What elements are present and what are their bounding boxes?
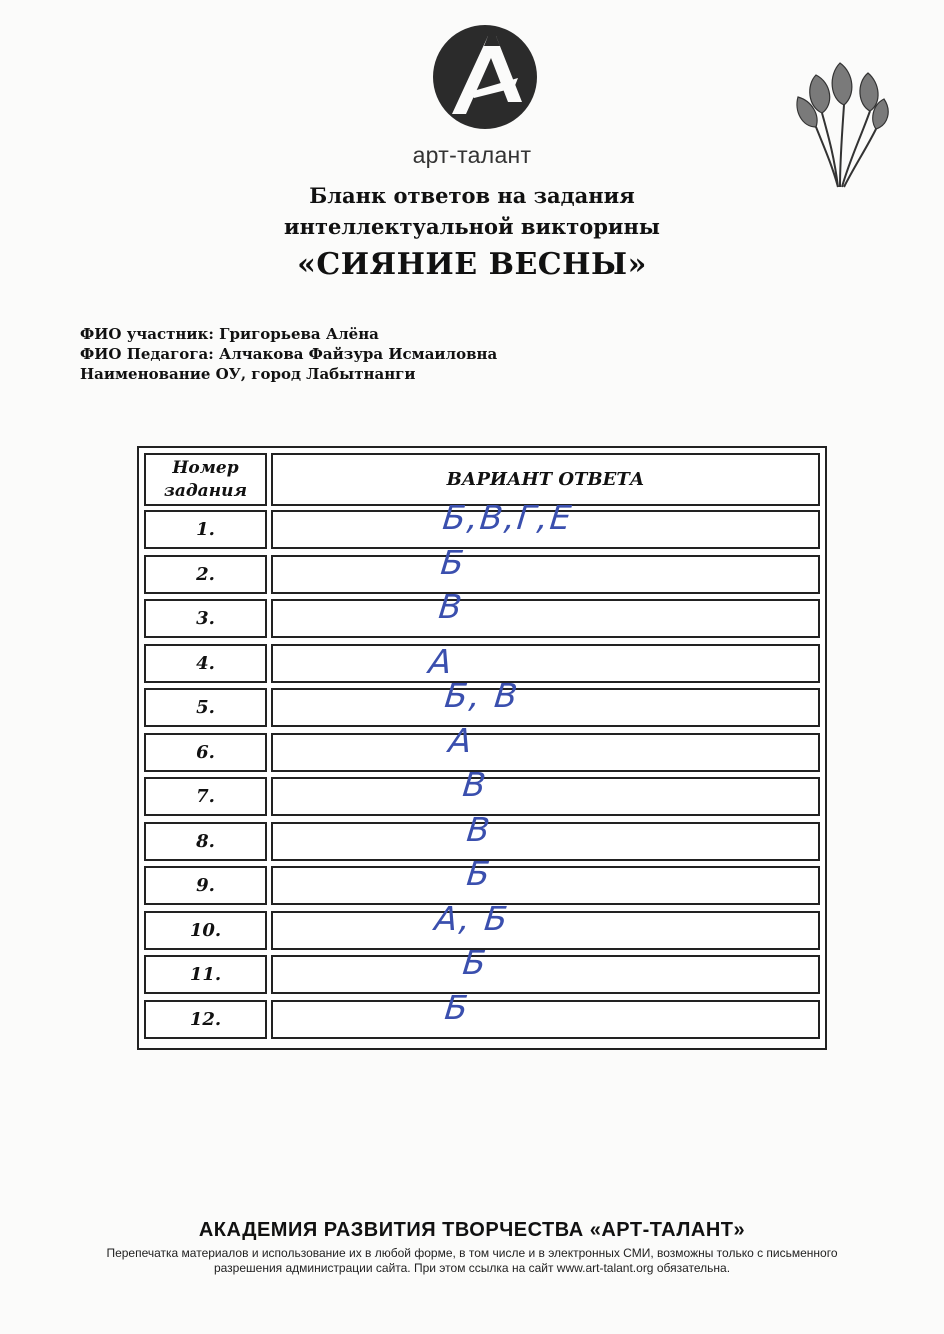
handwritten-answer: В (436, 587, 466, 626)
answer-cell (271, 810, 820, 861)
participant-name: ФИО участник: Григорьева Алёна (80, 325, 379, 343)
brand-name: арт-талант (412, 142, 532, 168)
task-number: 1. (144, 510, 267, 549)
form-title-line1: Бланк ответов на задания (309, 183, 635, 208)
answer-cell (271, 988, 820, 1039)
task-number: 6. (144, 733, 267, 772)
answer-table (137, 446, 827, 1050)
answer-cell (271, 676, 820, 727)
handwritten-answer: Б,В,Г,Е (440, 498, 576, 537)
answer-cell (271, 765, 820, 816)
answer-cell (271, 854, 820, 905)
task-number: 2. (144, 555, 267, 594)
handwritten-answer: Б (460, 943, 490, 982)
handwritten-answer: Б (464, 854, 494, 893)
handwritten-answer: Б (442, 988, 472, 1027)
school-name: Наименование ОУ, город Лабытнанги (80, 365, 416, 383)
task-number: 5. (144, 688, 267, 727)
answer-cell (271, 587, 820, 638)
handwritten-answer: Б, В (442, 676, 522, 715)
footer-title: АКАДЕМИЯ РАЗВИТИЯ ТВОРЧЕСТВА «АРТ-ТАЛАНТ» (198, 1219, 746, 1241)
header-number: Номер задания (144, 453, 267, 506)
task-number: 11. (144, 955, 267, 994)
handwritten-answer: А (446, 721, 476, 760)
header-answer: ВАРИАНТ ОТВЕТА (271, 453, 820, 506)
handwritten-answer: В (464, 810, 494, 849)
answer-cell (271, 721, 820, 772)
answer-cell (271, 543, 820, 594)
answer-cell (271, 644, 820, 683)
handwritten-answer: Б (438, 543, 468, 582)
quiz-name: «СИЯНИЕ ВЕСНЫ» (297, 247, 647, 282)
handwritten-answer: А, Б (432, 899, 512, 938)
handwritten-answer: В (460, 765, 490, 804)
crocus-illustration-icon (788, 55, 898, 195)
task-number: 4. (144, 644, 267, 683)
task-number: 12. (144, 1000, 267, 1039)
form-title-line2: интеллектуальной викторины (284, 214, 660, 239)
task-number: 9. (144, 866, 267, 905)
art-talant-logo (430, 22, 540, 132)
task-number: 7. (144, 777, 267, 816)
table-row (144, 943, 820, 994)
answer-cell (271, 943, 820, 994)
table-row (144, 988, 820, 1039)
table-row (144, 676, 820, 727)
copyright-note: Перепечатка материалов и использование их в любой форме, в том числе и в электронных СМИ, возможны только с письменного разрешения администрации сайта. При этом ссылка на сайт www.art-talant.org обязательна. (106, 1246, 838, 1275)
task-number: 8. (144, 822, 267, 861)
task-number: 10. (144, 911, 267, 950)
task-number: 3. (144, 599, 267, 638)
teacher-name: ФИО Педагога: Алчакова Файзура Исмаиловна (80, 345, 498, 363)
table-row (144, 498, 820, 549)
handwritten-answer: А (426, 642, 456, 681)
answer-cell (271, 498, 820, 549)
answer-cell (271, 899, 820, 950)
table-row (144, 543, 820, 594)
table-row (144, 587, 820, 638)
